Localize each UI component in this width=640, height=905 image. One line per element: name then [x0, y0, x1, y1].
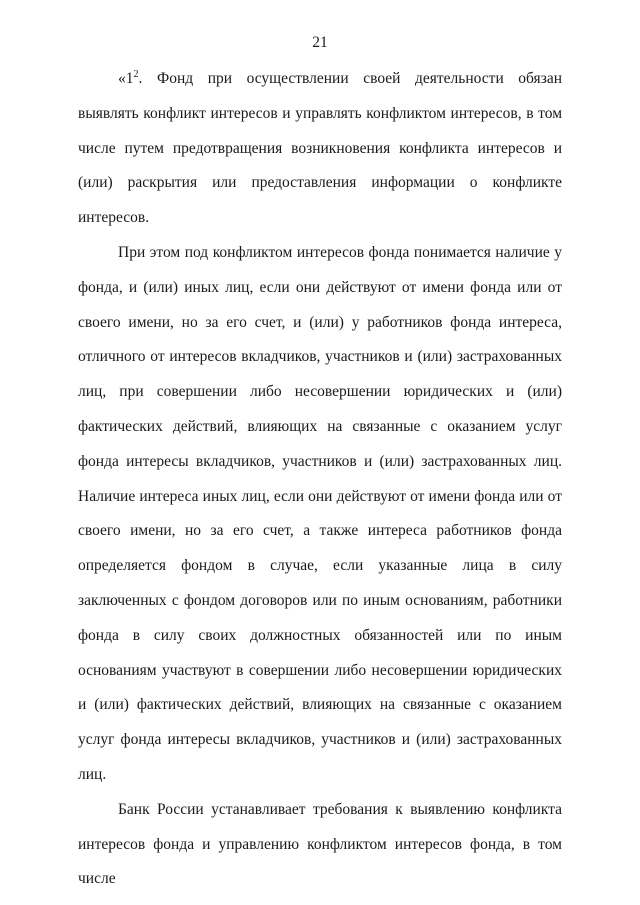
- document-body: [78, 62, 562, 897]
- page-number: 21: [312, 34, 328, 51]
- clause-superscript: 2: [133, 69, 139, 80]
- paragraph-text: . Фонд при осуществлении своей деятельности обязан выявлять конфликт интересов и управлять конфликтом интересов, в том числе путем предотвращения возникновения конфликта интересов и (или) раскрытия или предоставления информации о конфликте интересов.: [78, 70, 562, 227]
- clause-number: «1: [118, 70, 134, 87]
- paragraph-conflict-definition: При этом под конфликтом интересов фонда понимается наличие у фонда, и (или) иных лиц, если они действуют от имени фонда или от своего имени, но за его счет, и (или) у работников фонда интереса, отличного от интересов вкладчиков, участников и (или) застрахованных лиц, при совершении либо несовершении юридических и (или) фактических действий, влияющих на связанные с оказанием услуг фонда интересы вкладчиков, участников и (или) застрахованных лиц. Наличие интереса иных лиц, если они действуют от имени фонда или от своего имени, но за его счет, а также интереса работников фонда определяется фондом в случае, если указанные лица в силу заключенных с фондом договоров или по иным основаниям, работники фонда в силу своих должностных обязанностей или по иным основаниям участвуют в совершении либо несовершении юридических и (или) фактических действий, влияющих на связанные с оказанием услуг фонда интересы вкладчиков, участников и (или) застрахованных лиц.: [78, 243, 562, 783]
- paragraph-bank-of-russia: Банк России устанавливает требования к выявлению конфликта интересов фонда и управлению конфликтом интересов фонда, в том числе: [78, 800, 562, 888]
- paragraph-clause-1-2: [78, 62, 562, 236]
